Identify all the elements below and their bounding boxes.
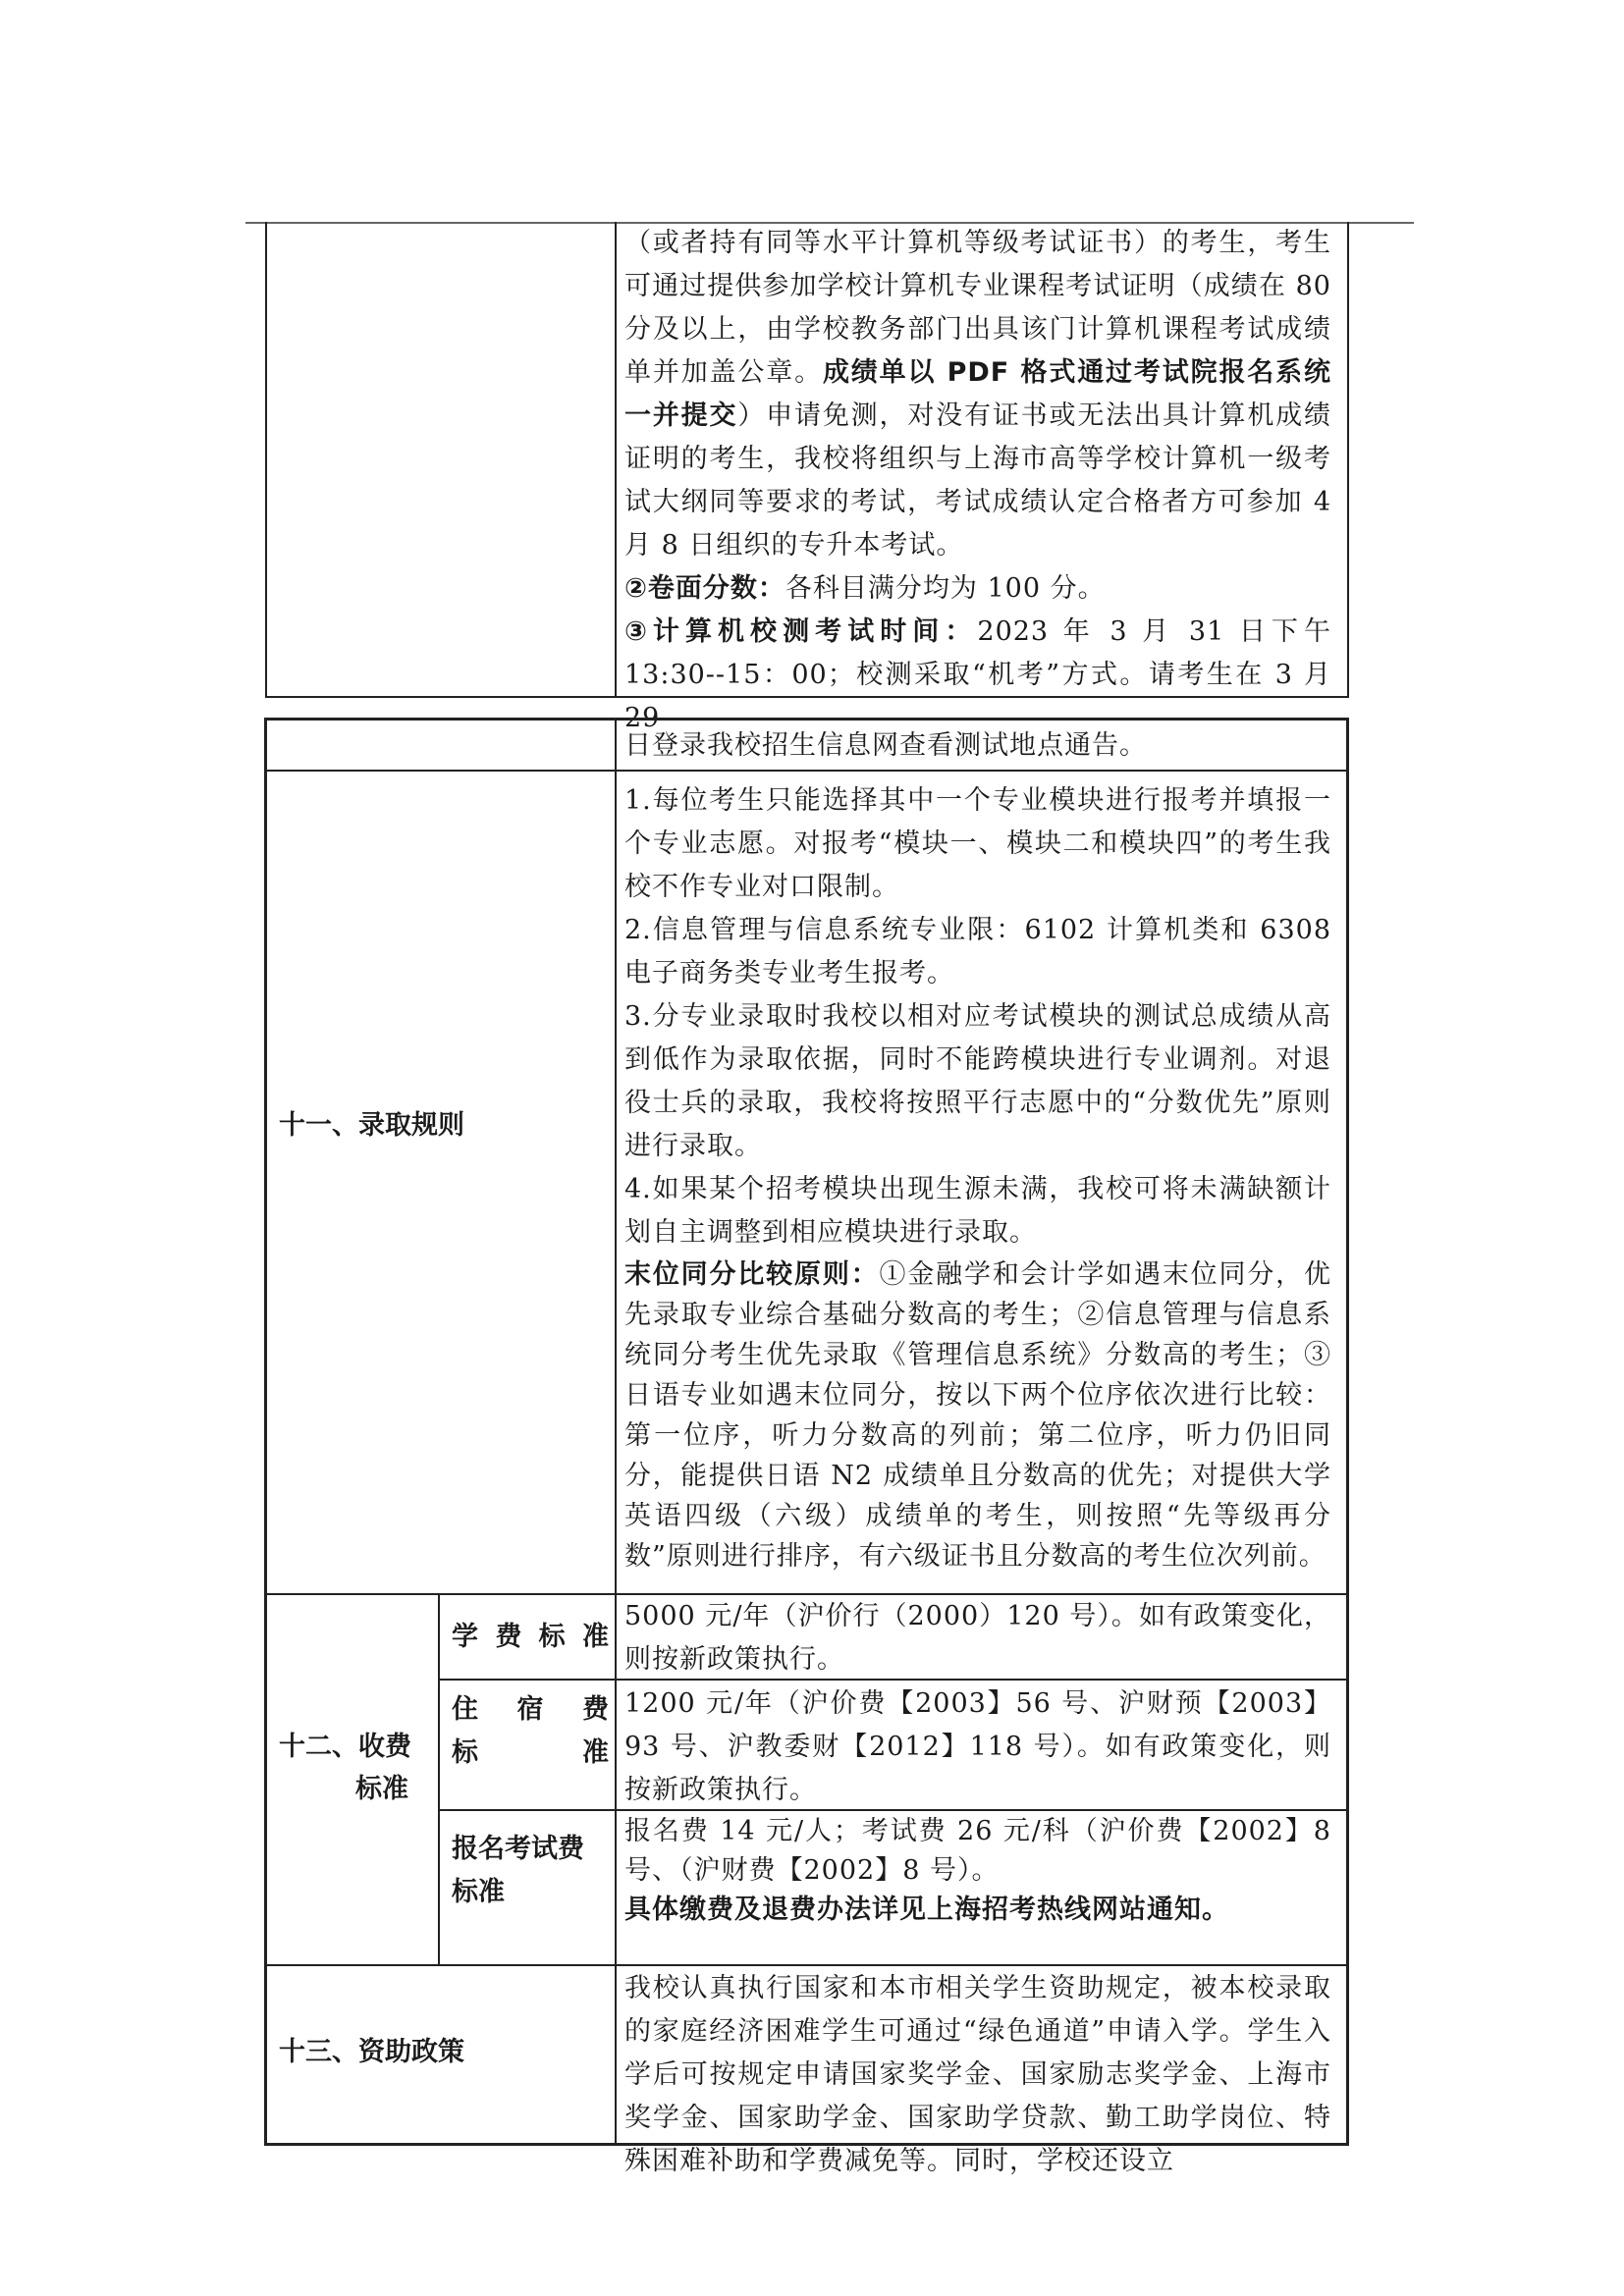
rule-item: 4.如果某个招考模块出现生源未满，我校可将未满缺额计划自主调整到相应模块进行录取。 xyxy=(624,1174,1331,1248)
section10-continuation: 日登录我校招生信息网查看测试地点通告。 xyxy=(624,730,1147,761)
table-right-border xyxy=(1347,222,1349,697)
table-column-divider xyxy=(615,222,617,697)
fee-standard-label-line2: 标准 xyxy=(355,1774,408,1804)
table-left-border xyxy=(265,222,267,697)
paper-score-paragraph: ②卷面分数：各科目满分均为 100 分。 xyxy=(624,573,1106,604)
tuition-text: 5000 元/年（沪价行（2000）120 号）。如有政策变化，则按新政策执行。 xyxy=(624,1601,1331,1675)
tuition-label: 学 费 标 准 xyxy=(452,1622,609,1652)
row-divider-3 xyxy=(265,1964,1349,1966)
admission-rules-content xyxy=(624,779,1331,1576)
registration-fee-label: 报名考试费 标准 xyxy=(452,1834,584,1907)
financial-aid-text: 我校认真执行国家和本市相关学生资助规定，被本校录取的家庭经济困难学生可通过“绿色通道”申请入学。学生入学后可按规定申请国家奖学金、国家励志奖学金、上海市奖学金、国家助学金、国家助学贷款、勤工助学岗位、特殊困难补助和学费减免等。同时，学校还设立 xyxy=(624,1973,1331,2176)
dorm-fee-label: 住 宿 费 标 准 xyxy=(452,1694,609,1768)
rule-item: 2.信息管理与信息系统专业限：6102 计算机类和 6308 电子商务类专业考生报考。 xyxy=(624,915,1331,988)
rule-item: 1.每位考生只能选择其中一个专业模块进行报考并填报一个专业志愿。对报考“模块一、模块二和模块四”的考生我校不作专业对口限制。 xyxy=(624,785,1331,902)
financial-aid-label: 十三、资助政策 xyxy=(279,2037,464,2067)
row-divider-1 xyxy=(265,770,1349,772)
exam-time-paragraph: ③计算机校测考试时间：2023 年 3 月 31 日下午 13:30--15：00；校测采取“机考”方式。请考生在 3 月 29 xyxy=(624,616,1331,733)
main-table-column-divider xyxy=(615,718,617,2146)
registration-fee-text: 报名费 14 元/人；考试费 26 元/科（沪价费【2002】8 号、（沪财费【2002】8 号）。 具体缴费及退费办法详见上海招考热线网站通知。 xyxy=(624,1816,1331,1925)
fee-standard-label: 十二、收费 xyxy=(279,1732,411,1762)
section10-content xyxy=(624,222,1331,740)
rule-item: 3.分专业录取时我校以相对应考试模块的测试总成绩从高到低作为录取依据，同时不能跨模块进行专业调剂。对退役士兵的录取，我校将按照平行志愿中的“分数优先”原则进行录取。 xyxy=(624,1001,1331,1161)
fee-subcolumn-divider xyxy=(438,1593,440,1964)
tie-break-paragraph: 末位同分比较原则：①金融学和会计学如遇末位同分，优先录取专业综合基础分数高的考生；②信息管理与信息系统同分考生优先录取《管理信息系统》分数高的考生；③日语专业如遇末位同分，按以下两个位序依次进行比较：第一位序，听力分数高的列前；第二位序，听力仍旧同分，能提供日语 N2 成绩单且分数高的优先；对提供大学英语四级（六级）成绩单的考生，则按照“先等级再分数”原则进行排序，有六级证书且分数高的考生位次列前。 xyxy=(624,1259,1331,1572)
admission-rules-label: 十一、录取规则 xyxy=(279,1110,464,1141)
computer-exemption-paragraph: （或者持有同等水平计算机等级考试证书）的考生，考生可通过提供参加学校计算机专业课程考试证明（成绩在 80 分及以上，由学校教务部门出具该门计算机课程考试成绩单并加盖公章。成绩单以 PDF 格式通过考试院报名系统一并提交）申请免测，对没有证书或无法出具计算机成绩证明的考生，我校将组织与上海市高等学校计算机一级考试大纲同等要求的考试，考试成绩认定合格者方可参加 4 月 8 日组织的专升本考试。 xyxy=(624,228,1332,561)
dorm-fee-text: 1200 元/年（沪价费【2003】56 号、沪财预【2003】93 号、沪教委财【2012】118 号）。如有政策变化，则按新政策执行。 xyxy=(624,1688,1331,1805)
